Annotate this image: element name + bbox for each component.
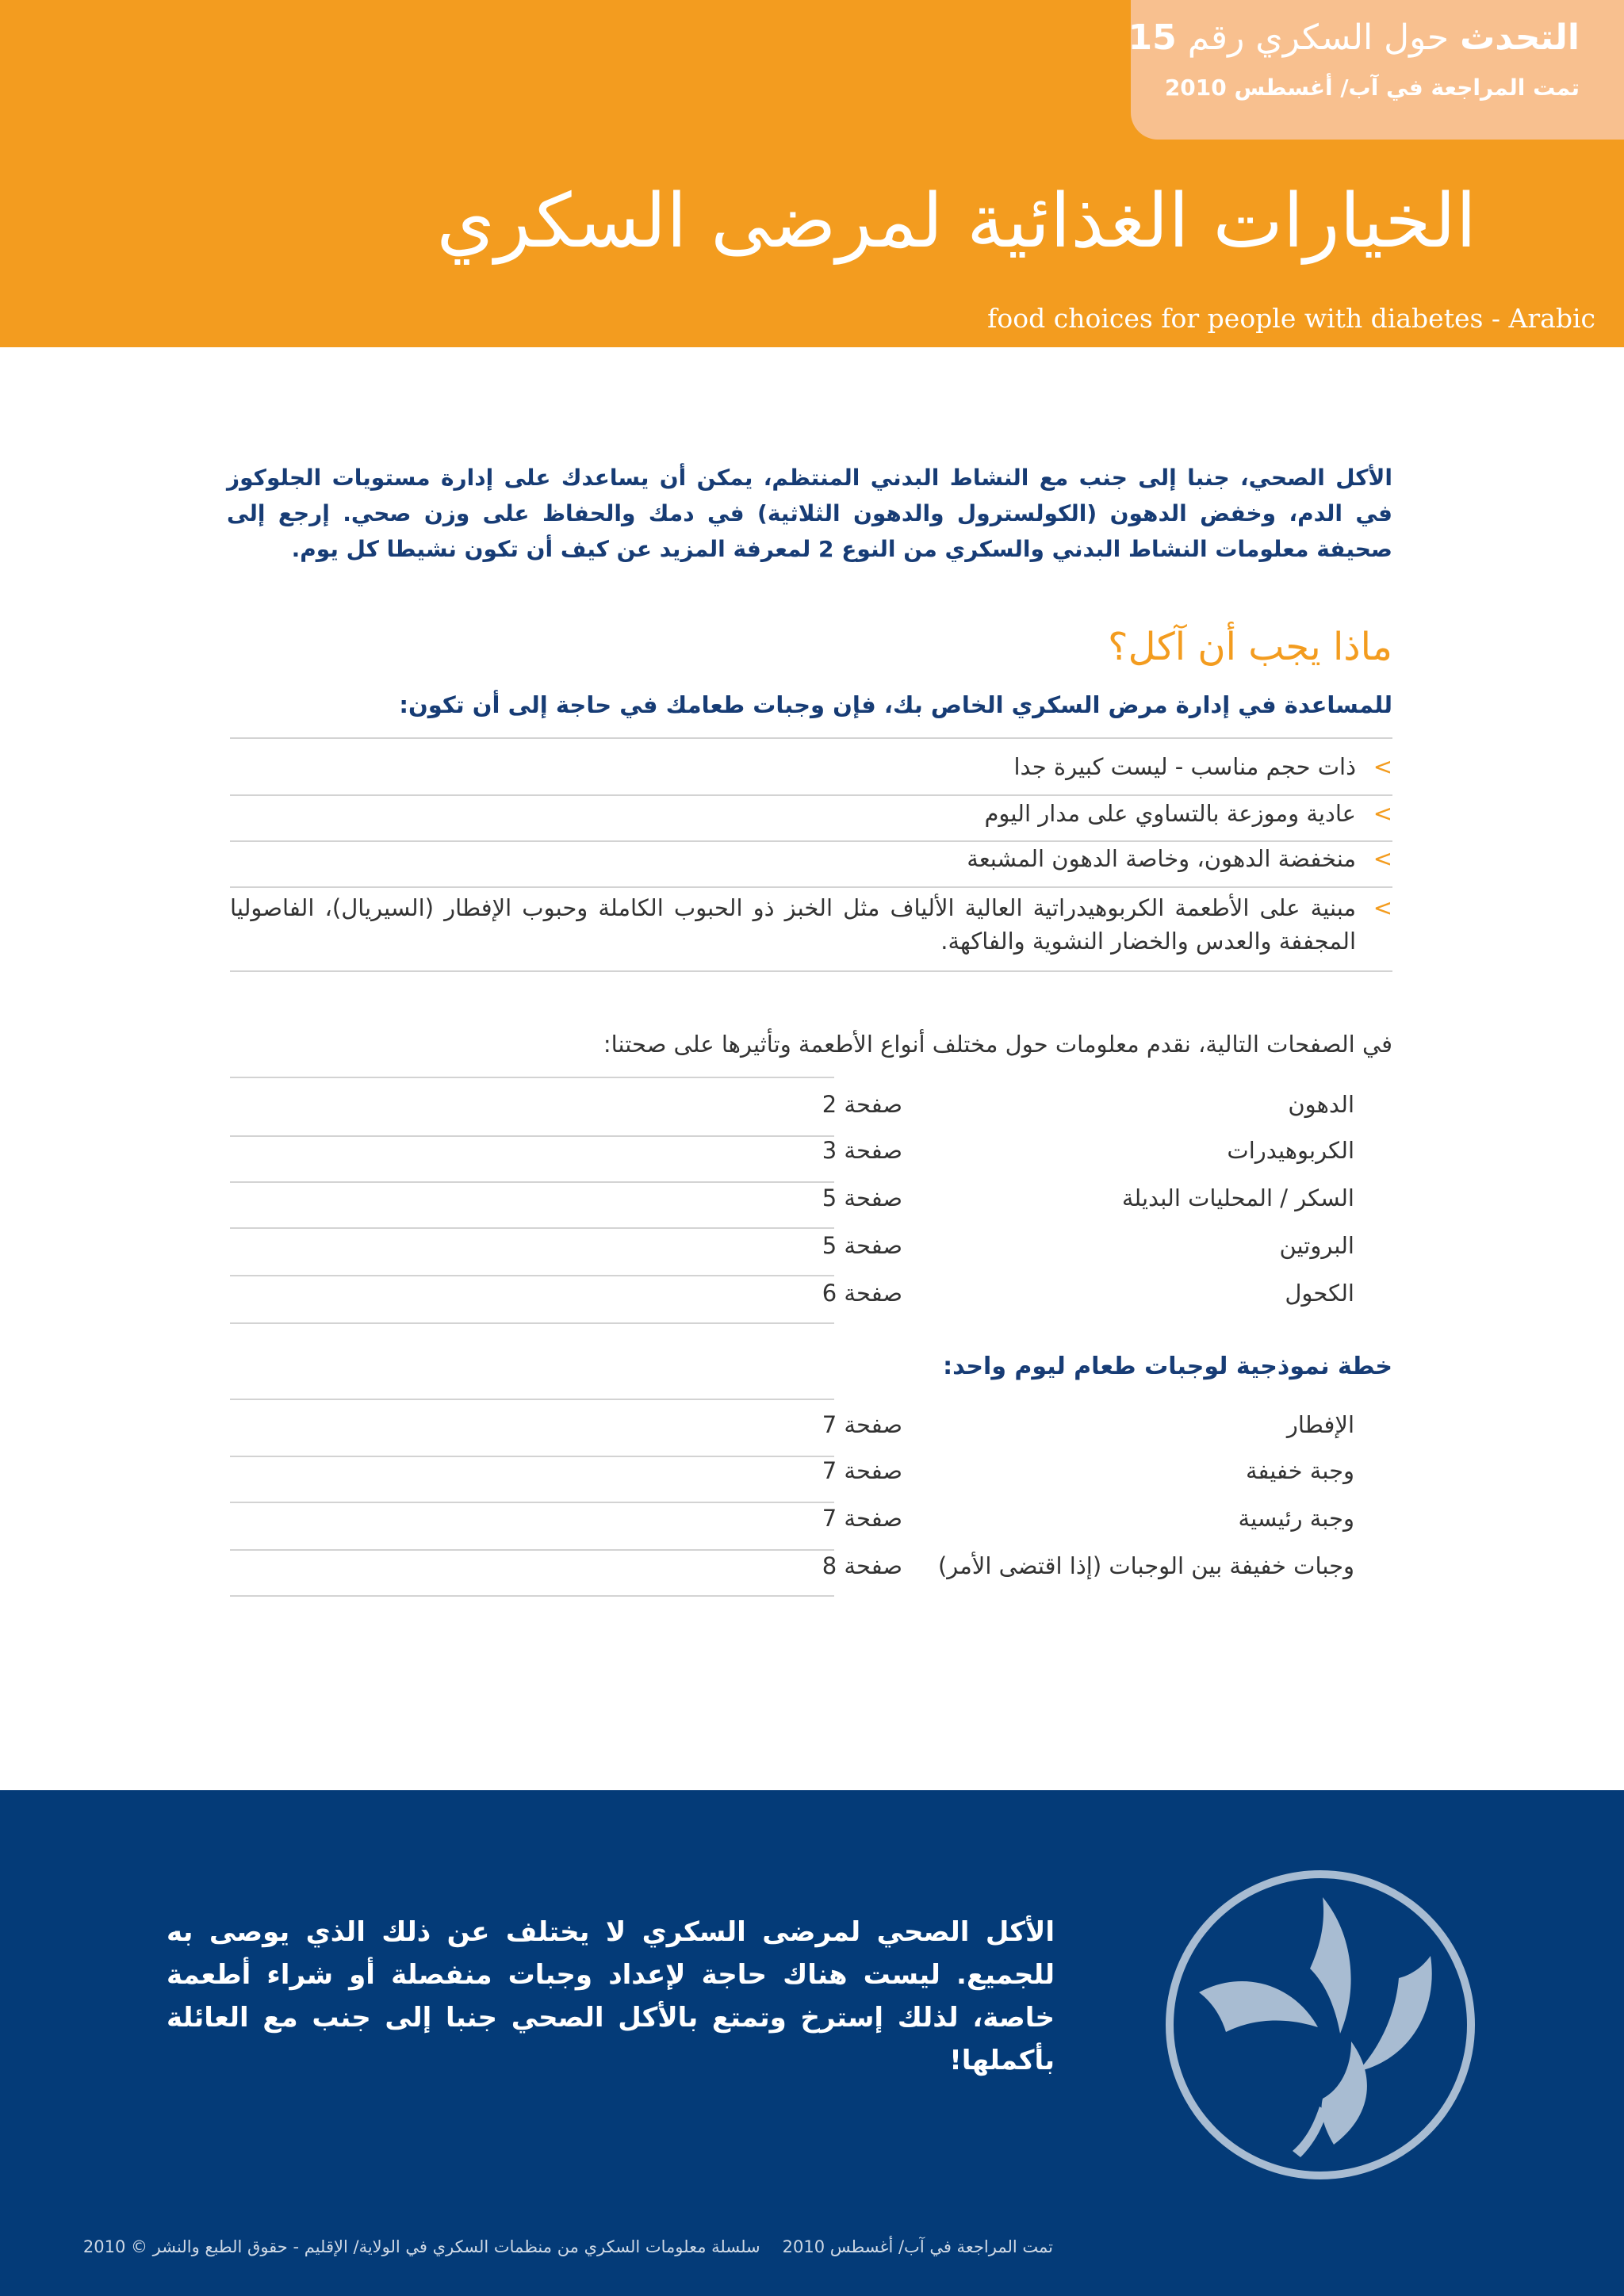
list-item (230, 797, 1392, 830)
list-item (230, 750, 1392, 783)
series-badge (1128, 0, 1624, 140)
section-heading: ماذا يجب أن آكل؟ (1108, 625, 1392, 669)
toc-item-label: الكحول (1285, 1280, 1354, 1307)
meal-item-label: الإفطار (1286, 1411, 1354, 1438)
bullet-marker: > (1373, 800, 1392, 827)
divider (230, 1502, 834, 1503)
meal-item-page: صفحة 8 (822, 1552, 902, 1579)
divider (230, 886, 1392, 888)
meal-item-page: صفحة 7 (822, 1457, 902, 1484)
footer-review-date: تمت المراجعة في آب/ أغسطس 2010 (782, 2237, 1053, 2256)
divider (230, 1135, 834, 1137)
copyright-line (61, 2237, 1053, 2256)
toc-item-label: الدهون (1288, 1091, 1354, 1118)
series-number: 15 (1128, 17, 1177, 58)
toc-item-page: صفحة 6 (822, 1280, 902, 1307)
meal-plan-title: خطة نموذجية لوجبات طعام ليوم واحد: (943, 1353, 1392, 1380)
bullet-marker: > (1373, 845, 1392, 872)
list-item (230, 891, 1392, 958)
divider (230, 1456, 834, 1457)
toc-item-page: صفحة 2 (822, 1091, 902, 1118)
bullet-text: ذات حجم مناسب - ليست كبيرة جدا (1013, 753, 1356, 780)
toc-item-label: السكر / المحليات البديلة (1121, 1184, 1354, 1211)
divider (230, 970, 1392, 972)
series-rest: حول السكري رقم (1187, 17, 1450, 58)
list-item (230, 842, 1392, 875)
bullet-text: منخفضة الدهون، وخاصة الدهون المشبعة (967, 845, 1356, 872)
intro-paragraph: الأكل الصحي، جنبا إلى جنب مع النشاط البدني المنتظم، يمكن أن يساعدك على إدارة مستويات الجلوكوز في الدم، وخفض الدهون (الكولسترول والدهون الثلاثية) في دمك والحفاظ على وزن صحي. إرجع إلى صحيفة معلومات النشاط البدني والسكري من النوع 2 لمعرفة المزيد عن كيف أن تكون نشيطا كل يوم. (227, 465, 1392, 562)
divider (230, 794, 1392, 796)
bullet-text: عادية وموزعة بالتساوي على مدار اليوم (984, 800, 1356, 827)
section-lead: للمساعدة في إدارة مرض السكري الخاص بك، فإن وجبات طعامك في حاجة إلى أن تكون: (399, 691, 1392, 718)
divider (230, 737, 1392, 739)
toc-item-page: صفحة 5 (822, 1184, 902, 1211)
meal-item-label: وجبة خفيفة (1245, 1457, 1354, 1484)
footer-copyright: سلسلة معلومات السكري من منظمات السكري في الولاية/ الإقليم - حقوق الطبع والنشر © 2010 (82, 2237, 760, 2256)
page-title: الخيارات الغذائية لمرضى السكري (436, 178, 1477, 265)
toc-item-label: البروتين (1279, 1232, 1354, 1259)
footer-message: الأكل الصحي لمرضى السكري لا يختلف عن ذلك الذي يوصى به للجميع. ليست هناك حاجة لإعداد وجبات منفصلة أو شراء أطعمة خاصة، لذلك إسترخ وتمتع بالأكل الصحي جنبا إلى جنب مع العائلة بأكملها! (167, 1916, 1055, 2076)
meal-item-page: صفحة 7 (822, 1411, 902, 1438)
diabetes-flower-logo-icon (1164, 1869, 1477, 2181)
toc-item-label: الكربوهيدرات (1227, 1137, 1354, 1164)
meal-item-label: وجبة رئيسية (1238, 1505, 1354, 1532)
meal-item-page: صفحة 7 (822, 1505, 902, 1532)
bullet-marker: > (1373, 894, 1392, 921)
divider (230, 1322, 834, 1324)
bullet-text: مبنية على الأطعمة الكربوهيدراتية العالية الألياف مثل الخبز ذو الحبوب الكاملة وحبوب الإفطار (السيريال)، الفاصوليا المجففة والعدس والخضار النشوية والفاكهة. (230, 894, 1356, 955)
bullet-marker: > (1373, 753, 1392, 780)
divider (230, 1227, 834, 1229)
series-word: التحدث (1460, 17, 1580, 58)
divider (230, 1549, 834, 1551)
english-subtitle: food choices for people with diabetes - Arabic (987, 303, 1595, 334)
review-date: تمت المراجعة في آب/ أغسطس 2010 (1164, 75, 1580, 101)
divider (230, 1275, 834, 1276)
series-label (1128, 17, 1580, 58)
meal-item-label: وجبات خفيفة بين الوجبات (إذا اقتضى الأمر) (937, 1552, 1354, 1579)
divider (230, 1181, 834, 1183)
divider (230, 1077, 834, 1078)
toc-item-page: صفحة 3 (822, 1137, 902, 1164)
divider (230, 1399, 834, 1400)
toc-lead: في الصفحات التالية، نقدم معلومات حول مختلف أنواع الأطعمة وتأثيرها على صحتنا: (603, 1031, 1392, 1058)
divider (230, 1595, 834, 1597)
toc-item-page: صفحة 5 (822, 1232, 902, 1259)
